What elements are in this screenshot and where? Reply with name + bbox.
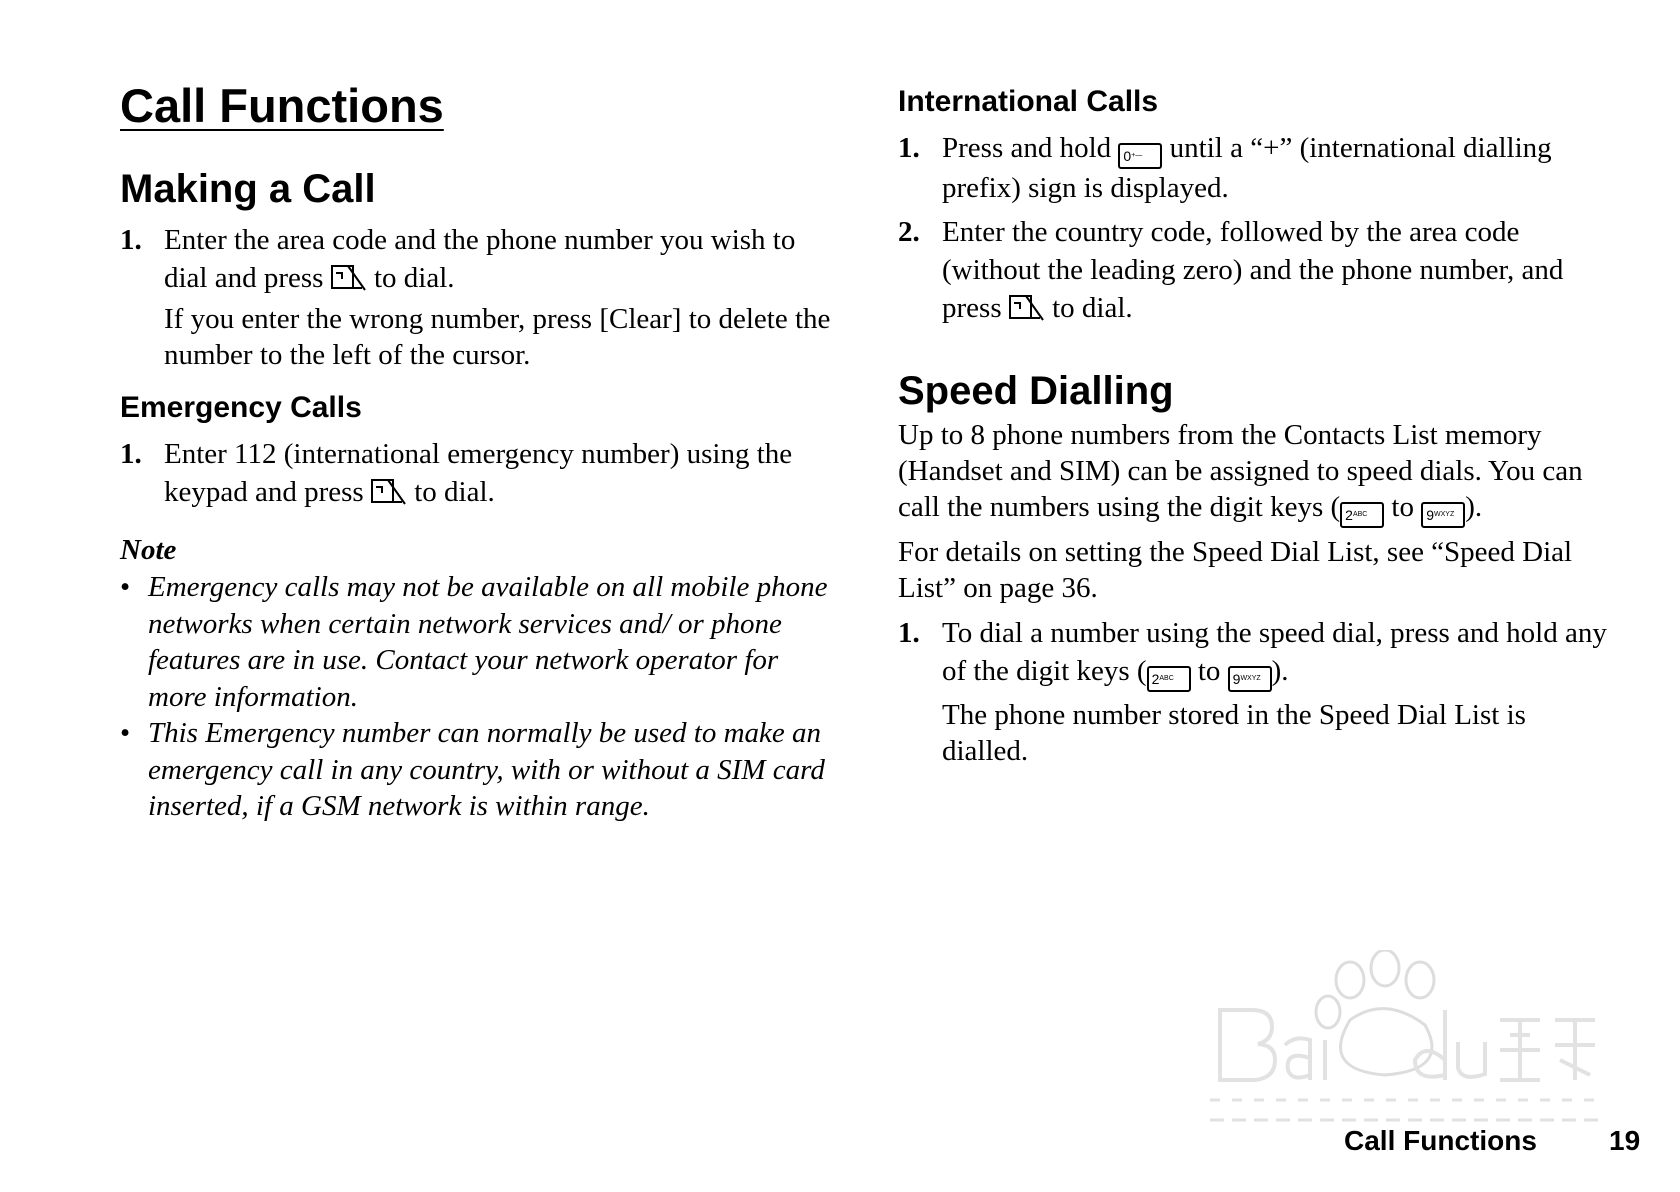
step-text-part: Enter the area code and the phone number you wish to dial and press <box>164 224 796 294</box>
key-label: 0 <box>1123 148 1132 164</box>
key-label: 9 <box>1426 507 1435 523</box>
two-key-icon <box>1147 666 1191 692</box>
bullet-dot: • <box>120 571 131 603</box>
key-sublabel: WXYZ <box>1434 511 1455 518</box>
key-sublabel: WXYZ <box>1240 675 1261 682</box>
key-label: 2 <box>1151 671 1160 687</box>
baidu-watermark-logo <box>1200 950 1610 1140</box>
nine-key-icon <box>1421 502 1465 528</box>
making-call-step-1 <box>120 221 840 297</box>
speed-dialling-heading: Speed Dialling <box>898 369 1174 413</box>
bullet-text: Emergency calls may not be available on all mobile phone networks when certain network services and/ or phone features are in use. Contact your network operator for more information. <box>148 571 828 713</box>
step-text <box>942 213 1610 327</box>
step-text-part: To dial a number using the speed dial, press and hold any of the digit keys ( <box>942 617 1607 687</box>
body-text-part: ). <box>1465 491 1483 523</box>
step-text <box>942 614 1610 692</box>
step-text-part: Press and hold <box>942 132 1112 164</box>
note-title: Note <box>120 534 177 566</box>
note-bullet-2 <box>120 715 840 825</box>
emergency-step-1 <box>120 435 840 511</box>
call-key-icon <box>331 263 367 293</box>
step-number: 1. <box>898 132 920 164</box>
page-title: Call Functions <box>120 79 444 132</box>
step-text-part: to dial. <box>414 476 495 508</box>
step-text-part: to dial. <box>373 262 455 294</box>
zero-key-icon <box>1118 143 1162 169</box>
call-key-icon <box>1009 293 1045 323</box>
step-number: 2. <box>898 216 920 248</box>
step-number: 1. <box>120 438 142 470</box>
making-a-call-heading: Making a Call <box>120 167 376 211</box>
making-call-clear-note: If you enter the wrong number, press [Clear] to delete the number to the left of the cursor. <box>164 303 831 371</box>
speed-dial-list-reference: For details on setting the Speed Dial List, see “Speed Dial List” on page 36. <box>898 536 1573 604</box>
international-step-1 <box>898 129 1610 207</box>
bullet-text: This Emergency number can normally be used to make an emergency call in any country, with or without a SIM card inserted, if a GSM network is within range. <box>148 717 825 822</box>
international-step-2 <box>898 213 1610 327</box>
nine-key-icon <box>1228 666 1272 692</box>
step-number: 1. <box>120 224 142 256</box>
step-text <box>164 221 840 297</box>
speed-dialling-intro <box>898 417 1610 528</box>
call-key-icon <box>371 477 407 507</box>
step-text <box>942 129 1610 207</box>
step-text <box>164 435 840 511</box>
step-text-part: Enter the country code, followed by the area code (without the leading zero) and the phone number, and press <box>942 216 1564 324</box>
step-text-part: Enter 112 (international emergency number) using the keypad and press <box>164 438 793 508</box>
key-label: 2 <box>1345 507 1353 523</box>
key-sublabel: +— <box>1131 152 1143 159</box>
body-text-part: Up to 8 phone numbers from the Contacts List memory (Handset and SIM) can be assigned to speed dials. You can call the numbers using the digit keys ( <box>898 419 1583 523</box>
step-number: 1. <box>898 617 920 649</box>
key-sublabel: ABC <box>1352 511 1368 518</box>
key-label: 9 <box>1232 671 1241 687</box>
emergency-calls-heading: Emergency Calls <box>120 391 362 424</box>
step-text-part: ). <box>1271 655 1289 687</box>
step-text-part: to dial. <box>1052 292 1133 324</box>
two-key-icon <box>1340 502 1384 528</box>
bullet-dot: • <box>120 717 131 749</box>
step-text-part: to <box>1197 655 1221 687</box>
step-text-part: until a “+” (international dialling prefix) sign is displayed. <box>942 132 1552 204</box>
speed-dial-result: The phone number stored in the Speed Dial List is dialled. <box>942 699 1526 767</box>
note-bullet-1 <box>120 569 840 715</box>
key-sublabel: ABC <box>1159 675 1174 682</box>
speed-dial-step-1 <box>898 614 1610 692</box>
footer-page-number: 19 <box>1609 1125 1641 1156</box>
footer-section-title: Call Functions <box>1344 1125 1537 1156</box>
international-calls-heading: International Calls <box>898 85 1159 118</box>
body-text-part: to <box>1391 491 1414 523</box>
